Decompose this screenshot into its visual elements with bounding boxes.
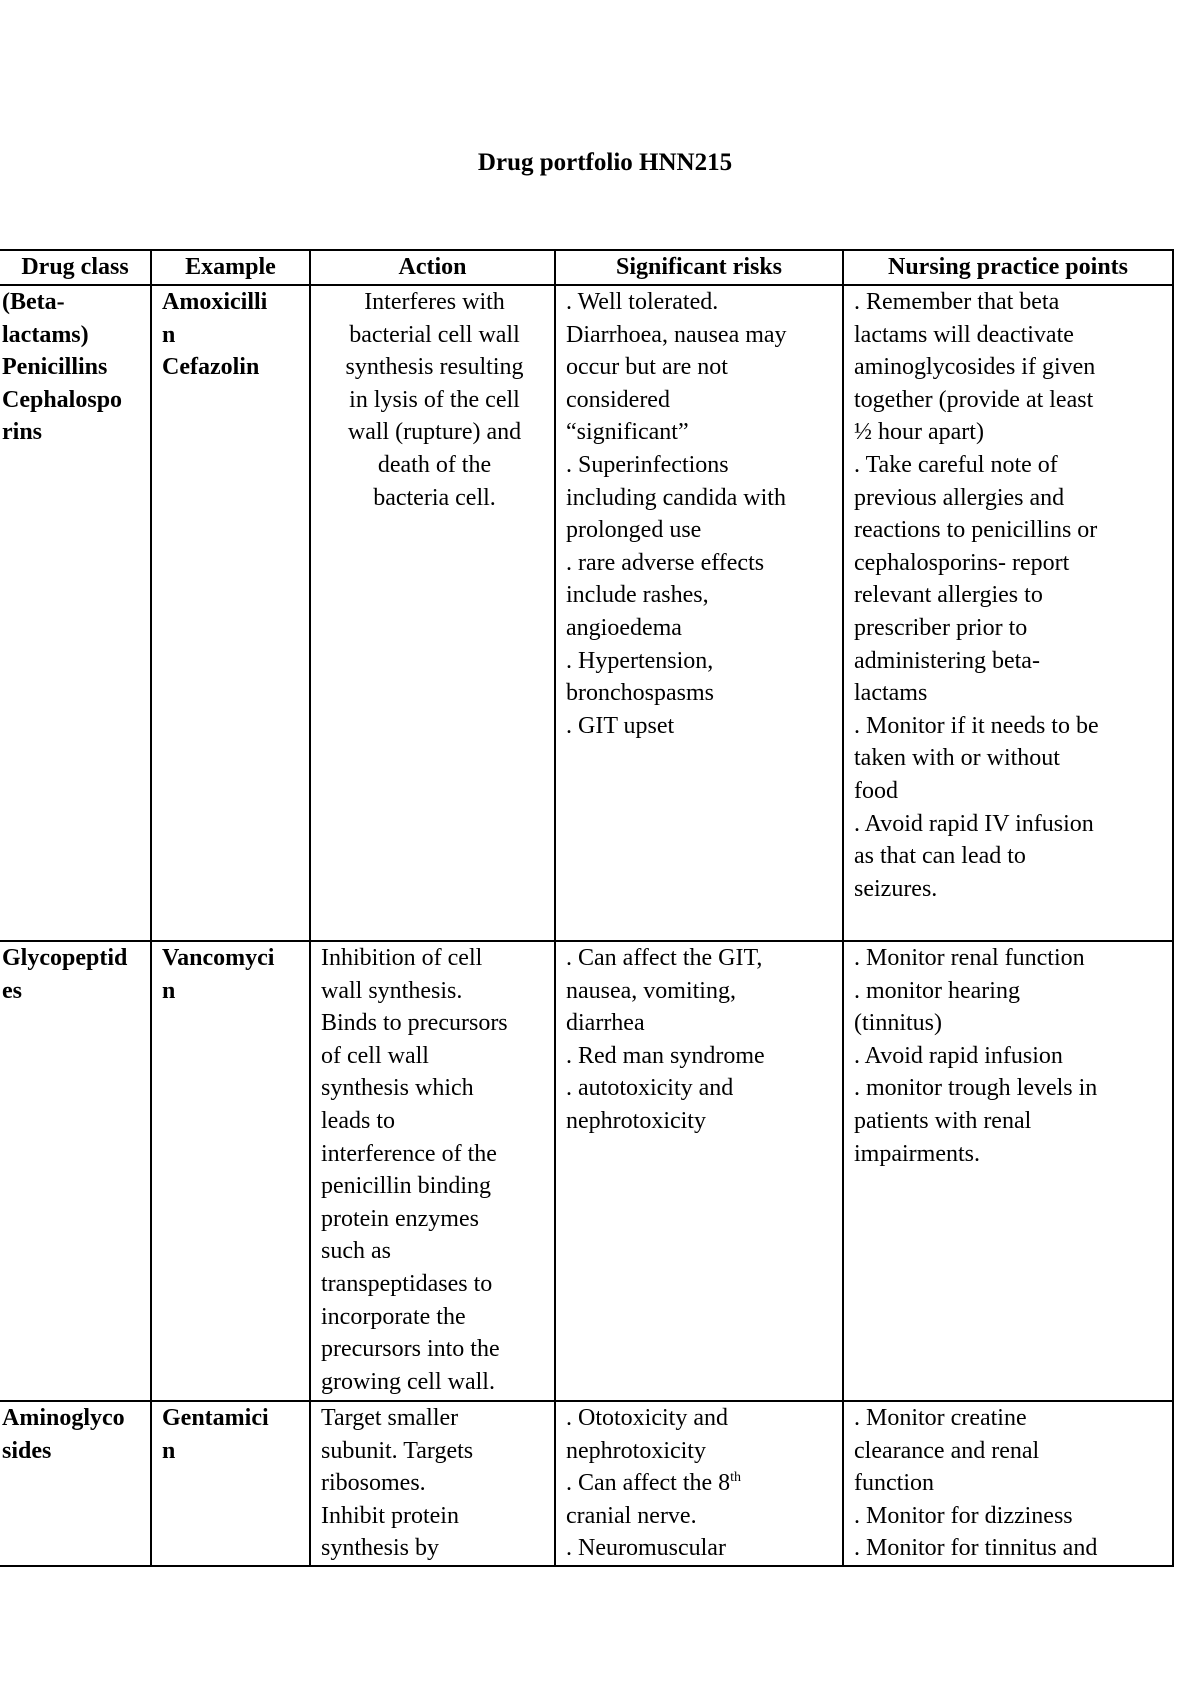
text-line: food <box>854 777 898 804</box>
text-line: growing cell wall. <box>321 1368 495 1395</box>
drug-portfolio-table <box>0 249 1174 1567</box>
text-line: occur but are not <box>566 354 728 381</box>
text-line: wall synthesis. <box>321 977 463 1004</box>
nursing-practice-points-cell <box>843 941 1173 1401</box>
text-line: reactions to penicillins or <box>854 517 1098 544</box>
page-title: Drug portfolio HNN215 <box>477 149 733 176</box>
text-line: include rashes, <box>566 582 709 609</box>
text-line: previous allergies and <box>854 484 1065 511</box>
text-line: lactams will deactivate <box>854 321 1074 348</box>
text-line: prescriber prior to <box>854 614 1028 641</box>
text-line: angioedema <box>566 614 682 641</box>
action-cell <box>310 285 555 941</box>
text-fragment: . Can affect the 8 <box>566 1470 731 1497</box>
text-line: Cefazolin <box>162 354 260 381</box>
text-line: (tinnitus) <box>854 1010 942 1037</box>
table-header-row <box>0 250 1173 285</box>
text-line: such as <box>321 1238 391 1265</box>
text-line: . Monitor for dizziness <box>854 1502 1073 1529</box>
significant-risks-cell <box>555 1401 843 1566</box>
text-line: incorporate the <box>321 1303 466 1330</box>
text-line: ½ hour apart) <box>854 419 984 446</box>
example-cell <box>151 941 310 1401</box>
text-line: ribosomes. <box>321 1470 426 1497</box>
text-line: es <box>2 977 22 1004</box>
text-line: . Well tolerated. <box>566 289 719 315</box>
text-line: of cell wall <box>321 1042 429 1069</box>
text-line: Gentamici <box>162 1405 269 1431</box>
text-line: transpeptidases to <box>321 1270 493 1297</box>
text-line: . Can affect the GIT, <box>566 945 763 971</box>
text-line: . Red man syndrome <box>566 1042 765 1069</box>
text-line: . Ototoxicity and <box>566 1405 728 1431</box>
header-significant-risks: Significant risks <box>555 250 843 285</box>
text-line: cranial nerve. <box>566 1502 697 1529</box>
text-line: synthesis resulting <box>345 354 524 381</box>
text-line: . Take careful note of <box>854 451 1058 478</box>
text-line: prolonged use <box>566 517 702 544</box>
text-line: bronchospasms <box>566 680 714 707</box>
text-line: aminoglycosides if given <box>854 354 1096 381</box>
text-line: Vancomyci <box>162 945 275 971</box>
header-action: Action <box>310 250 555 285</box>
text-line: Cephalospo <box>2 386 123 413</box>
text-line: in lysis of the cell <box>349 386 520 413</box>
text-line: impairments. <box>854 1140 980 1167</box>
text-line: relevant allergies to <box>854 582 1043 609</box>
text-line: Interferes with <box>364 289 505 315</box>
table-row <box>0 941 1173 1401</box>
text-line: penicillin binding <box>321 1173 491 1200</box>
table-row <box>0 1401 1173 1566</box>
example-cell <box>151 1401 310 1566</box>
text-line: Binds to precursors <box>321 1010 508 1037</box>
text-line: . Monitor creatine <box>854 1405 1027 1431</box>
text-line: protein enzymes <box>321 1205 479 1232</box>
significant-risks-cell <box>555 285 843 941</box>
drug-class-cell <box>0 941 151 1401</box>
header-example: Example <box>151 250 310 285</box>
text-line: Inhibit protein <box>321 1502 459 1529</box>
text-line: Glycopeptid <box>2 945 128 971</box>
text-line: Target smaller <box>321 1405 459 1431</box>
text-line: . Monitor renal function <box>854 945 1085 971</box>
text-line: nephrotoxicity <box>566 1437 706 1464</box>
text-line: precursors into the <box>321 1336 500 1363</box>
significant-risks-cell <box>555 941 843 1401</box>
text-line: . Avoid rapid infusion <box>854 1042 1063 1069</box>
text-line: bacteria cell. <box>373 484 496 511</box>
text-line: including candida with <box>566 484 786 511</box>
text-line: . monitor hearing <box>854 977 1020 1004</box>
text-line <box>566 1467 836 1500</box>
text-line: seizures. <box>854 875 938 902</box>
text-line: rins <box>2 419 43 446</box>
nursing-practice-points-cell <box>843 1401 1173 1566</box>
text-line: . GIT upset <box>566 712 675 739</box>
text-line: synthesis which <box>321 1075 474 1102</box>
text-line: . Superinfections <box>566 451 729 478</box>
drug-class-cell <box>0 1401 151 1566</box>
text-line: Aminoglyco <box>2 1405 125 1431</box>
text-line: as that can lead to <box>854 843 1026 870</box>
ordinal-superscript: th <box>730 1470 742 1486</box>
text-line: Inhibition of cell <box>321 945 483 971</box>
text-line: interference of the <box>321 1140 497 1167</box>
action-cell <box>310 941 555 1401</box>
text-line: “significant” <box>566 419 689 446</box>
text-line: n <box>162 977 176 1004</box>
text-line: Amoxicilli <box>162 289 268 315</box>
drug-class-cell <box>0 285 151 941</box>
text-line: function <box>854 1470 934 1497</box>
header-drug-class: Drug class <box>0 250 151 285</box>
header-nursing-practice-points: Nursing practice points <box>843 250 1173 285</box>
text-line: nephrotoxicity <box>566 1107 706 1134</box>
text-line: subunit. Targets <box>321 1437 474 1464</box>
text-line: death of the <box>377 451 492 478</box>
text-line: together (provide at least <box>854 386 1094 413</box>
text-line: . Monitor for tinnitus and <box>854 1535 1098 1562</box>
text-line: diarrhea <box>566 1010 645 1037</box>
text-line: . Remember that beta <box>854 289 1060 315</box>
text-line: n <box>162 1437 176 1464</box>
text-line: bacterial cell wall <box>349 321 520 348</box>
example-cell <box>151 285 310 941</box>
text-line: patients with renal <box>854 1107 1032 1134</box>
text-line: taken with or without <box>854 745 1060 772</box>
text-line: wall (rupture) and <box>347 419 522 446</box>
text-line: Diarrhoea, nausea may <box>566 321 787 348</box>
text-line: administering beta- <box>854 647 1040 674</box>
text-line: . Hypertension, <box>566 647 714 674</box>
text-line: cephalosporins- report <box>854 549 1070 576</box>
text-line: nausea, vomiting, <box>566 977 736 1004</box>
table-row <box>0 285 1173 941</box>
nursing-practice-points-cell <box>843 285 1173 941</box>
text-line: . rare adverse effects <box>566 549 765 576</box>
text-line: synthesis by <box>321 1535 440 1562</box>
text-line: (Beta- <box>2 289 65 315</box>
text-line: lactams) <box>2 321 89 348</box>
action-cell <box>310 1401 555 1566</box>
text-line: . monitor trough levels in <box>854 1075 1098 1102</box>
text-line: Penicillins <box>2 354 108 381</box>
text-line: . Monitor if it needs to be <box>854 712 1099 739</box>
text-line: considered <box>566 386 670 413</box>
text-line: . Avoid rapid IV infusion <box>854 810 1094 837</box>
text-line: clearance and renal <box>854 1437 1040 1464</box>
text-line: . autotoxicity and <box>566 1075 734 1102</box>
text-line: leads to <box>321 1107 395 1134</box>
text-line: sides <box>2 1437 52 1464</box>
text-line: . Neuromuscular <box>566 1535 726 1562</box>
text-line: n <box>162 321 176 348</box>
text-line: lactams <box>854 680 928 707</box>
